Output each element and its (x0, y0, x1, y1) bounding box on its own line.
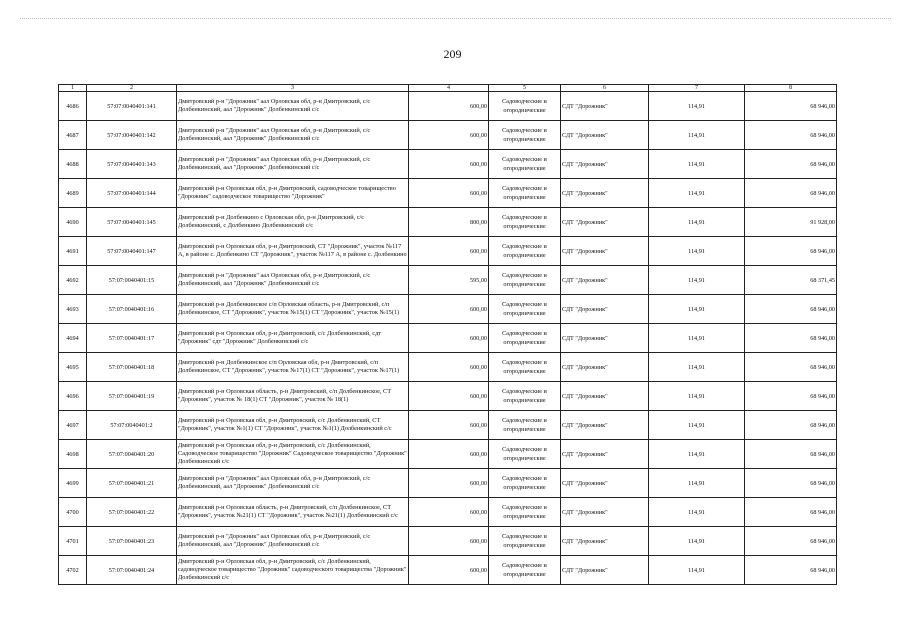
owner-cell: СДТ "Дорожник" (561, 469, 649, 498)
address-text: Дмитровский р-н Долбенкино с Орловская обл, р-н Дмитровский, с/с Долбенкинский, с Долбенкино Долбенкинский с/с (178, 213, 365, 229)
land-use-cell: Садоводческие и огороднические (489, 440, 561, 469)
address-text: Дмитровский р-н "Дорожник" аал Орловская обл, р-н Дмитровский, с/с Долбенкинский, аал "Дорожник" Долбенкинский с/с (178, 155, 371, 171)
address-cell (177, 150, 409, 179)
table-row (59, 208, 837, 237)
land-plot-register-table (58, 84, 837, 585)
cadastral-value-cell: 114,91 (649, 92, 745, 121)
land-use-cell: Садоводческие и огороднические (489, 266, 561, 295)
cadastral-value-cell: 114,91 (649, 324, 745, 353)
area-cell: 600,00 (409, 556, 489, 585)
address-cell (177, 556, 409, 585)
table-row (59, 324, 837, 353)
cadastral-number-cell: 57:07:0040401:19 (87, 382, 177, 411)
owner-cell: СДТ "Дорожник" (561, 440, 649, 469)
table-row (59, 556, 837, 585)
column-header: 7 (649, 85, 745, 92)
area-cell: 600,00 (409, 295, 489, 324)
total-value-cell: 68 946,00 (745, 324, 837, 353)
owner-cell: СДТ "Дорожник" (561, 382, 649, 411)
total-value-cell: 68 946,00 (745, 556, 837, 585)
row-number-cell: 4691 (59, 237, 87, 266)
area-cell: 600,00 (409, 353, 489, 382)
row-number-cell: 4690 (59, 208, 87, 237)
table-row (59, 498, 837, 527)
land-use-cell: Садоводческие и огороднические (489, 324, 561, 353)
cadastral-value-cell: 114,91 (649, 556, 745, 585)
cadastral-value-cell: 114,91 (649, 440, 745, 469)
land-use-cell: Садоводческие и огороднические (489, 469, 561, 498)
address-cell (177, 382, 409, 411)
land-use-cell: Садоводческие и огороднические (489, 295, 561, 324)
land-use-cell: Садоводческие и огороднические (489, 498, 561, 527)
address-text: Дмитровский р-н Долбенкинское с/п Орловская область, р-н Дмитровский, с/п Долбенкинское, СТ "Дорожник", участок №15(1) СТ "Дорожник", участок №15(1) (178, 300, 400, 316)
row-number-cell: 4686 (59, 92, 87, 121)
cadastral-number-cell: 57:07:0040401:22 (87, 498, 177, 527)
scan-artifact-line (20, 18, 891, 21)
address-text: Дмитровский р-н Орловская обл, р-н Дмитровский, садоводческое товарищество "Дорожник" садоводческое товарищество "Дорожник" (178, 184, 396, 200)
address-text: Дмитровский р-н Орловская область, р-н Дмитровский, с/п Долбенкинское, СТ "Дорожник", участок № 18(1) СТ "Дорожник", участок № 18(1) (178, 387, 392, 403)
row-number-cell: 4694 (59, 324, 87, 353)
address-cell (177, 440, 409, 469)
total-value-cell: 68 946,00 (745, 150, 837, 179)
page-number: 209 (443, 47, 462, 61)
row-number-cell: 4702 (59, 556, 87, 585)
cadastral-value-cell: 114,91 (649, 498, 745, 527)
address-text: Дмитровский р-н Орловская обл, р-н Дмитровский, с/с Долбенкинский, сдт "Дорожник" сдт "Дорожник" Долбенкинский с/с (178, 329, 382, 345)
area-cell: 600,00 (409, 469, 489, 498)
address-text: Дмитровский р-н Орловская обл, р-н Дмитровский, СТ "Дорожник", участок №117 А, в районе с. Долбенкино СТ "Дорожник", участок №117 А, в районе с. Долбенкино (178, 242, 407, 258)
area-cell: 600,00 (409, 440, 489, 469)
address-text: Дмитровский р-н "Дорожник" аал Орловская обл, р-н Дмитровский, с/с Долбенкинский, аал "Дорожник" Долбенкинский с/с (178, 126, 371, 142)
table-row (59, 295, 837, 324)
cadastral-value-cell: 114,91 (649, 411, 745, 440)
address-cell (177, 295, 409, 324)
owner-cell: СДТ "Дорожник" (561, 121, 649, 150)
area-cell: 600,00 (409, 324, 489, 353)
table-row (59, 411, 837, 440)
total-value-cell: 68 946,00 (745, 382, 837, 411)
area-cell: 595,00 (409, 266, 489, 295)
land-use-cell: Садоводческие и огороднические (489, 527, 561, 556)
row-number-cell: 4700 (59, 498, 87, 527)
table-row (59, 382, 837, 411)
cadastral-number-cell: 57:07:0040401:141 (87, 92, 177, 121)
address-text: Дмитровский р-н "Дорожник" аал Орловская обл, р-н Дмитровский, с/с Долбенкинский, аал "Дорожник" Долбенкинский с/с (178, 532, 371, 548)
cadastral-value-cell: 114,91 (649, 266, 745, 295)
row-number-cell: 4689 (59, 179, 87, 208)
row-number-cell: 4695 (59, 353, 87, 382)
cadastral-value-cell: 114,91 (649, 469, 745, 498)
table-row (59, 121, 837, 150)
owner-cell: СДТ "Дорожник" (561, 150, 649, 179)
land-use-cell: Садоводческие и огороднические (489, 556, 561, 585)
address-text: Дмитровский р-н "Дорожник" аал Орловская обл, р-н Дмитровский, с/с Долбенкинский, аал "Дорожник" Долбенкинский с/с (178, 271, 371, 287)
address-cell (177, 179, 409, 208)
total-value-cell: 68 946,00 (745, 527, 837, 556)
address-cell (177, 353, 409, 382)
area-cell: 600,00 (409, 411, 489, 440)
address-cell (177, 411, 409, 440)
table-row (59, 440, 837, 469)
header-row (59, 85, 837, 92)
column-header: 4 (409, 85, 489, 92)
area-cell: 600,00 (409, 382, 489, 411)
land-use-cell: Садоводческие и огороднические (489, 179, 561, 208)
row-number-cell: 4692 (59, 266, 87, 295)
address-cell (177, 498, 409, 527)
column-header: 5 (489, 85, 561, 92)
cadastral-number-cell: 57:07:0040401:147 (87, 237, 177, 266)
address-text: Дмитровский р-н Орловская обл, р-н Дмитровский, с/с Долбенкинский, садоводческое товарищество "Дорожник" садоводческого товарищества "Дорожник" Долбенкинский с/с (178, 557, 407, 582)
address-text: Дмитровский р-н Орловская область, р-н Дмитровский, с/п Долбенкинское, СТ "Дорожник", участок №21(1) СТ "Дорожник", участок №21(1) Долбенкинский с/с (178, 503, 398, 519)
owner-cell: СДТ "Дорожник" (561, 208, 649, 237)
owner-cell: СДТ "Дорожник" (561, 411, 649, 440)
cadastral-number-cell: 57:07:0040401:144 (87, 179, 177, 208)
cadastral-number-cell: 57:07:0040401:23 (87, 527, 177, 556)
area-cell: 600,00 (409, 121, 489, 150)
row-number-cell: 4697 (59, 411, 87, 440)
address-cell (177, 527, 409, 556)
land-use-cell: Садоводческие и огороднические (489, 353, 561, 382)
total-value-cell: 68 946,00 (745, 295, 837, 324)
row-number-cell: 4701 (59, 527, 87, 556)
cadastral-number-cell: 57:07:0040401:20 (87, 440, 177, 469)
total-value-cell: 68 946,00 (745, 440, 837, 469)
total-value-cell: 68 946,00 (745, 469, 837, 498)
total-value-cell: 68 946,00 (745, 498, 837, 527)
column-header: 6 (561, 85, 649, 92)
cadastral-value-cell: 114,91 (649, 179, 745, 208)
cadastral-value-cell: 114,91 (649, 353, 745, 382)
cadastral-number-cell: 57:07:0040401:145 (87, 208, 177, 237)
row-number-cell: 4699 (59, 469, 87, 498)
address-cell (177, 92, 409, 121)
column-header: 8 (745, 85, 837, 92)
address-cell (177, 266, 409, 295)
cadastral-number-cell: 57:07:0040401:15 (87, 266, 177, 295)
area-cell: 600,00 (409, 150, 489, 179)
total-value-cell: 68 946,00 (745, 179, 837, 208)
table-row (59, 150, 837, 179)
total-value-cell: 68 371,45 (745, 266, 837, 295)
address-cell (177, 469, 409, 498)
address-text: Дмитровский р-н "Дорожник" аал Орловская обл, р-н Дмитровский, с/с Долбенкинский, аал "Дорожник" Долбенкинский с/с (178, 97, 371, 113)
cadastral-number-cell: 57:07:0040401:142 (87, 121, 177, 150)
column-header: 1 (59, 85, 87, 92)
address-cell (177, 208, 409, 237)
area-cell: 800,00 (409, 208, 489, 237)
cadastral-value-cell: 114,91 (649, 208, 745, 237)
owner-cell: СДТ "Дорожник" (561, 527, 649, 556)
cadastral-value-cell: 114,91 (649, 237, 745, 266)
owner-cell: СДТ "Дорожник" (561, 295, 649, 324)
total-value-cell: 68 946,00 (745, 237, 837, 266)
address-text: Дмитровский р-н Орловская обл, р-н Дмитровский, с/с Долбенкинский, СТ "Дорожник", участок №1(1) СТ "Дорожник", участок №1(1) Долбенкинский с/с (178, 416, 392, 432)
address-text: Дмитровский р-н "Дорожник" аал Орловская обл, р-н Дмитровский, с/с Долбенкинский, аал "Дорожник" Долбенкинский с/с (178, 474, 371, 490)
land-use-cell: Садоводческие и огороднические (489, 92, 561, 121)
address-text: Дмитровский р-н Орловская обл, р-н Дмитровский, с/с Долбенкинский, Садоводческое товарищество "Дорожник" Садоводческое товарищество "Дорожник" Долбенкинский с/с (178, 441, 407, 466)
cadastral-value-cell: 114,91 (649, 295, 745, 324)
row-number-cell: 4698 (59, 440, 87, 469)
total-value-cell: 68 946,00 (745, 92, 837, 121)
cadastral-number-cell: 57:07:0040401:18 (87, 353, 177, 382)
total-value-cell: 68 946,00 (745, 411, 837, 440)
cadastral-number-cell: 57:07:0040401:24 (87, 556, 177, 585)
area-cell: 600,00 (409, 498, 489, 527)
land-use-cell: Садоводческие и огороднические (489, 208, 561, 237)
area-cell: 600,00 (409, 527, 489, 556)
land-use-cell: Садоводческие и огороднические (489, 411, 561, 440)
table-row (59, 266, 837, 295)
address-cell (177, 237, 409, 266)
column-header: 3 (177, 85, 409, 92)
address-cell (177, 121, 409, 150)
table-row (59, 179, 837, 208)
row-number-cell: 4687 (59, 121, 87, 150)
total-value-cell: 91 928,00 (745, 208, 837, 237)
owner-cell: СДТ "Дорожник" (561, 92, 649, 121)
land-use-cell: Садоводческие и огороднические (489, 237, 561, 266)
cadastral-number-cell: 57:07:0040401:21 (87, 469, 177, 498)
total-value-cell: 68 946,00 (745, 121, 837, 150)
cadastral-value-cell: 114,91 (649, 150, 745, 179)
row-number-cell: 4693 (59, 295, 87, 324)
land-use-cell: Садоводческие и огороднические (489, 382, 561, 411)
cadastral-value-cell: 114,91 (649, 121, 745, 150)
land-use-cell: Садоводческие и огороднические (489, 150, 561, 179)
owner-cell: СДТ "Дорожник" (561, 266, 649, 295)
address-cell (177, 324, 409, 353)
owner-cell: СДТ "Дорожник" (561, 353, 649, 382)
owner-cell: СДТ "Дорожник" (561, 498, 649, 527)
owner-cell: СДТ "Дорожник" (561, 324, 649, 353)
table-row (59, 353, 837, 382)
owner-cell: СДТ "Дорожник" (561, 237, 649, 266)
total-value-cell: 68 946,00 (745, 353, 837, 382)
cadastral-value-cell: 114,91 (649, 527, 745, 556)
row-number-cell: 4688 (59, 150, 87, 179)
address-text: Дмитровский р-н Долбенкинское с/п Орловская обл, р-н Дмитровский, с/п Долбенкинское, СТ "Дорожник", участок №17(1) СТ "Дорожник", участок №17(1) (178, 358, 400, 374)
cadastral-number-cell: 57:07:0040401:143 (87, 150, 177, 179)
row-number-cell: 4696 (59, 382, 87, 411)
area-cell: 600,00 (409, 92, 489, 121)
owner-cell: СДТ "Дорожник" (561, 556, 649, 585)
owner-cell: СДТ "Дорожник" (561, 179, 649, 208)
table-row (59, 92, 837, 121)
land-use-cell: Садоводческие и огороднические (489, 121, 561, 150)
area-cell: 600,00 (409, 237, 489, 266)
cadastral-number-cell: 57:07:0040401:2 (87, 411, 177, 440)
table-row (59, 237, 837, 266)
cadastral-number-cell: 57:07:0040401:17 (87, 324, 177, 353)
cadastral-value-cell: 114,91 (649, 382, 745, 411)
table-row (59, 469, 837, 498)
area-cell: 600,00 (409, 179, 489, 208)
cadastral-number-cell: 57:07:0040401:16 (87, 295, 177, 324)
table-row (59, 527, 837, 556)
column-header: 2 (87, 85, 177, 92)
